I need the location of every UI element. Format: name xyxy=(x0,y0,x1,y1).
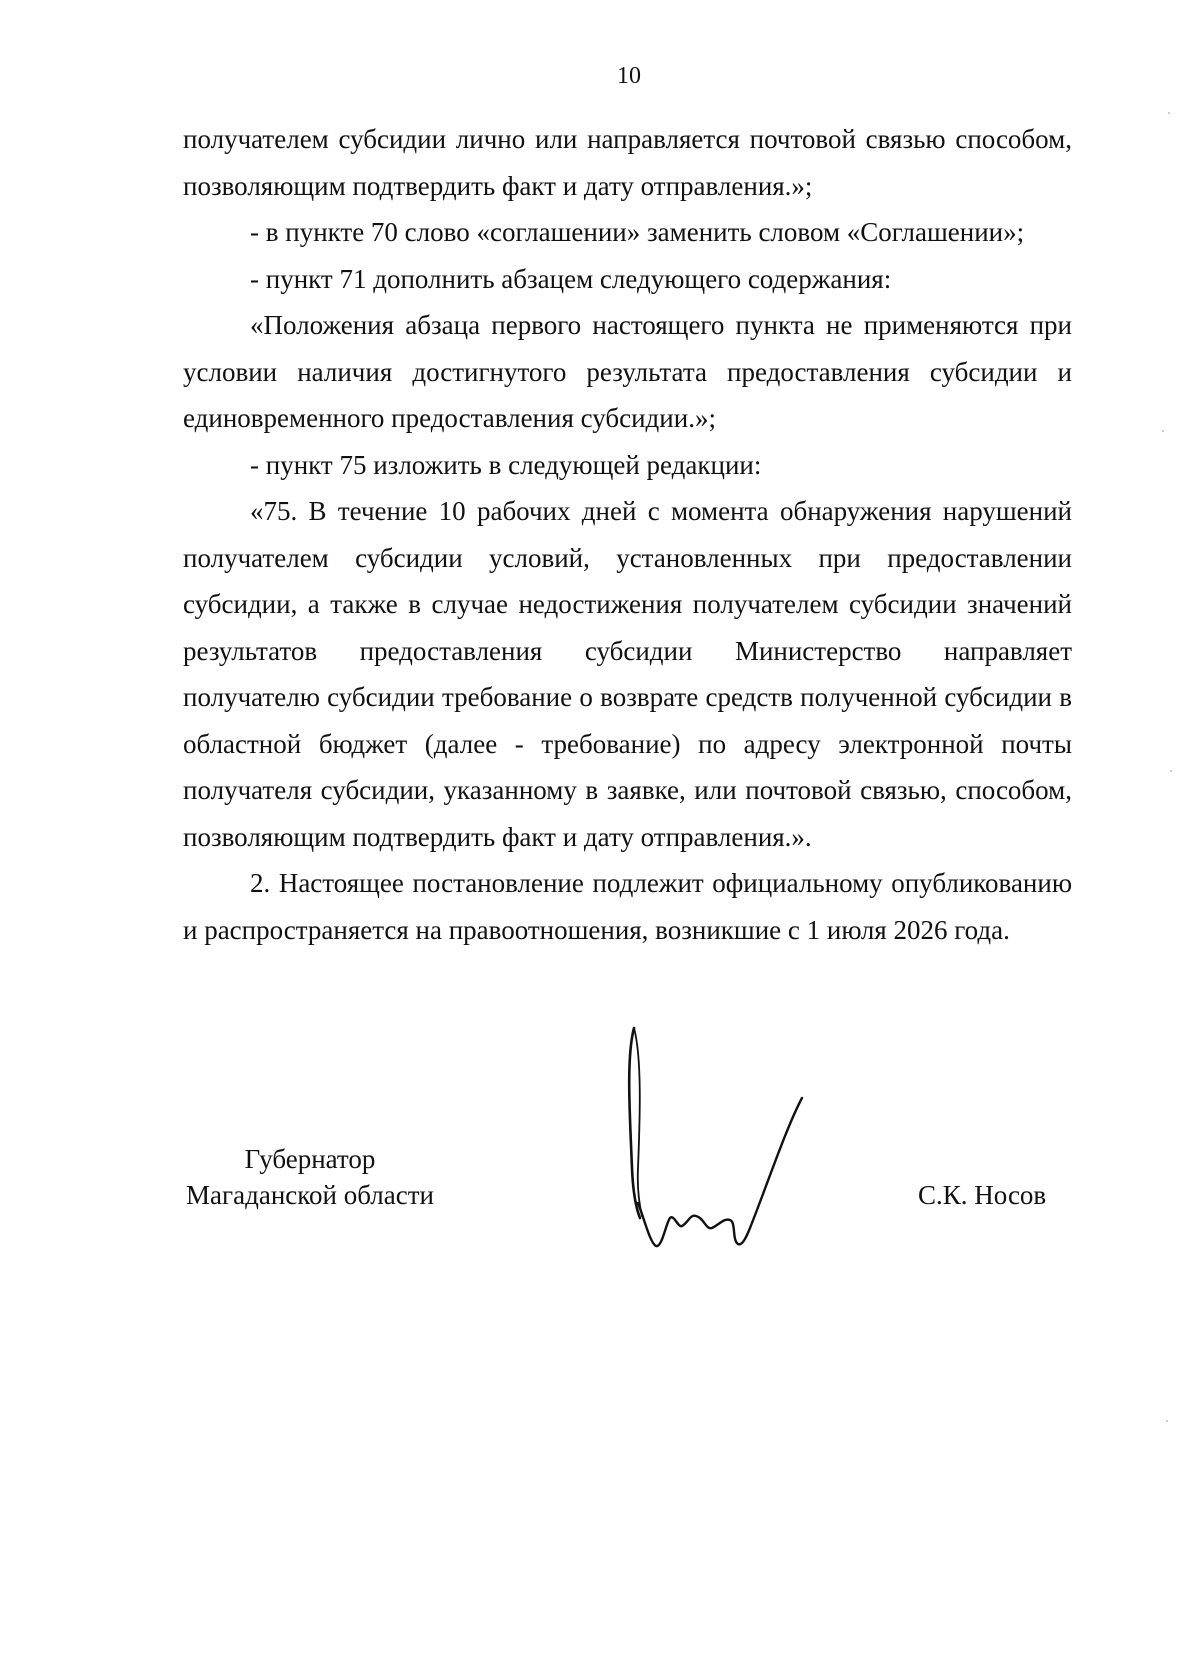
paragraph: 2. Настоящее постановление подлежит официальному опубликованию и распространяется на правоотношения, возникшие с 1 июля 2026 года. xyxy=(183,868,1072,945)
scan-speck xyxy=(1168,112,1170,114)
signatory-title-line: Губернатор xyxy=(244,1144,376,1174)
signatory-name: С.К. Носов xyxy=(918,1180,1047,1210)
paragraph: - пункт 71 дополнить абзацем следующего содержания: xyxy=(250,263,892,294)
scan-speck xyxy=(1162,430,1164,432)
page-number: 10 xyxy=(617,63,641,89)
paragraph: получателем субсидии лично или направляется почтовой связью способом, позволяющим подтвердить факт и дату отправления.»; xyxy=(183,124,1072,201)
signatory-title-line: Магаданской области xyxy=(186,1180,434,1210)
paragraph: - пункт 75 изложить в следующей редакции: xyxy=(250,449,762,480)
scan-speck xyxy=(1170,770,1172,772)
handwritten-signature xyxy=(620,1018,840,1258)
paragraph: «75. В течение 10 рабочих дней с момента обнаружения нарушений получателем субсидии условий, установленных при предоставлении субсидии, а также в случае недостижения получателем субсидии значений результатов предоставления субсидии Министерство направляет получателю субсидии требование о возврате средств полученной субсидии в областной бюджет (далее - требование) по адресу электронной почты получателя субсидии, указанному в заявке, или почтовой связью, способом, позволяющим подтвердить факт и дату отправления.». xyxy=(183,496,1072,852)
scan-speck xyxy=(1166,1420,1168,1422)
paragraph: - в пункте 70 слово «соглашении» заменить словом «Соглашении»; xyxy=(250,217,1025,247)
signatory-title xyxy=(175,1141,445,1213)
paragraph: «Положения абзаца первого настоящего пункта не применяются при условии наличия достигнутого результата предоставления субсидии и единовременного предоставления субсидии.»; xyxy=(183,310,1072,433)
